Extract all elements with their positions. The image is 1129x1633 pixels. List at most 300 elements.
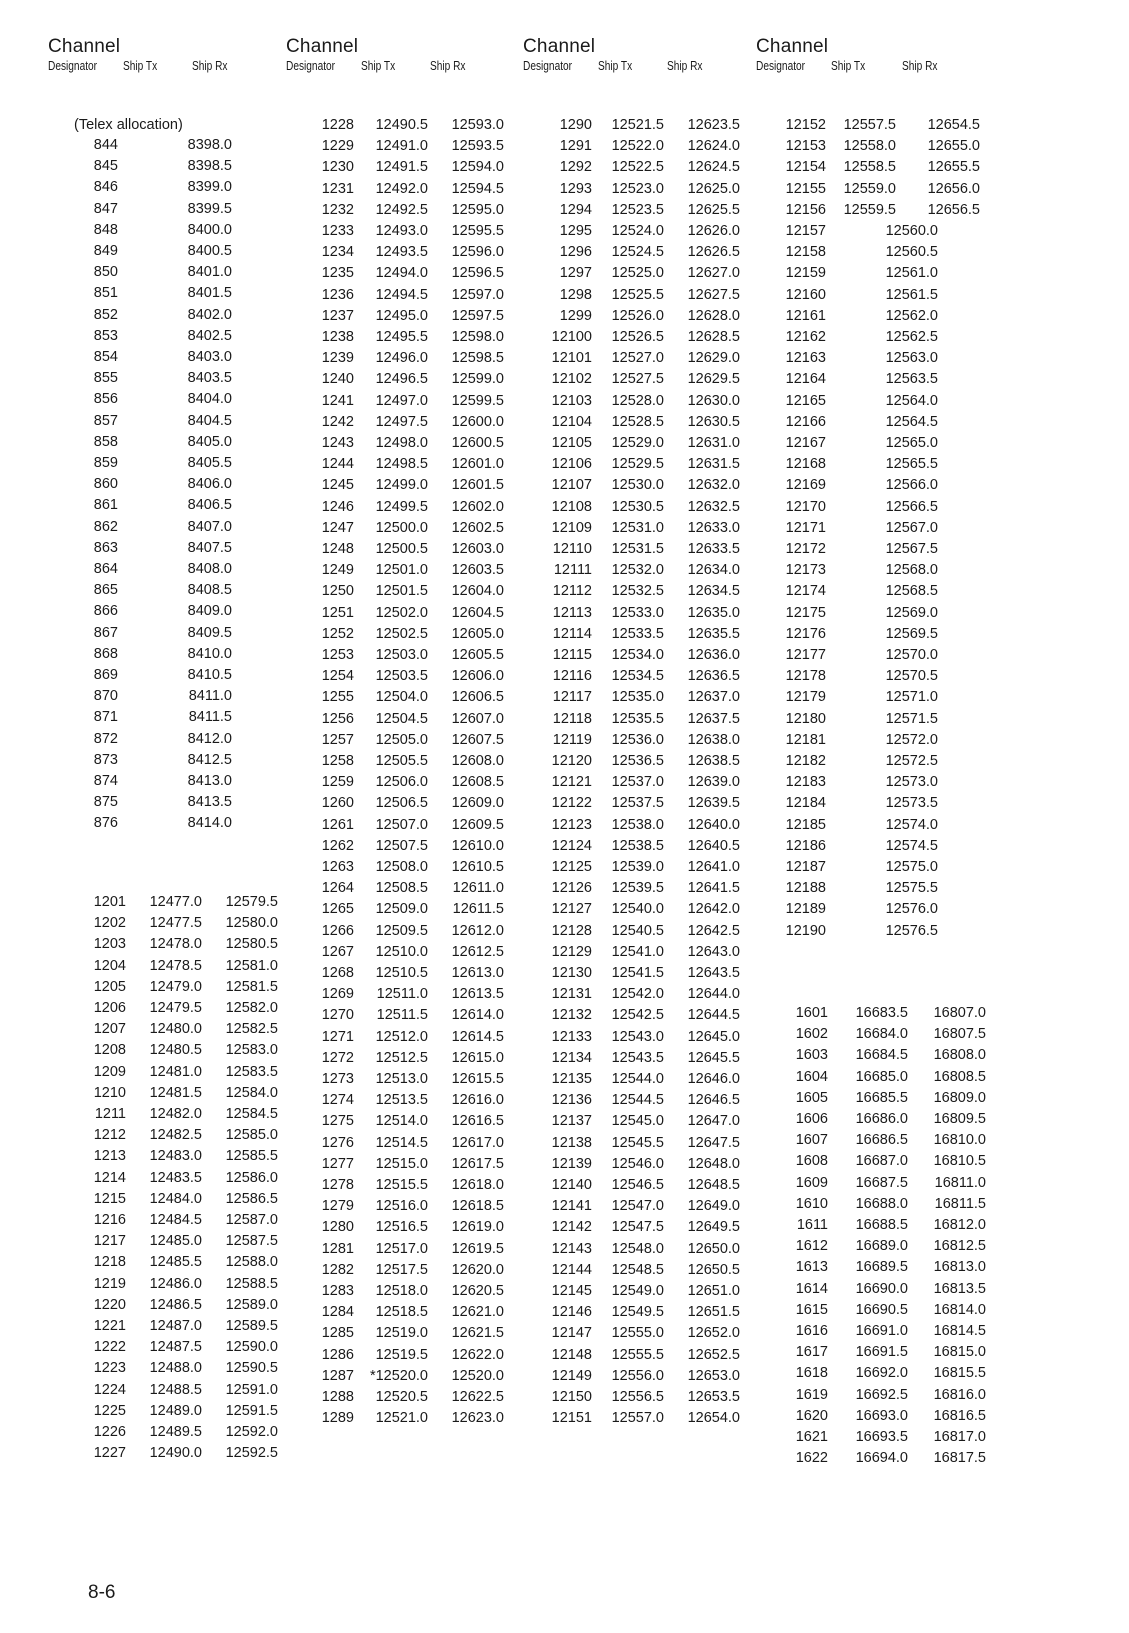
frequency: 12576.0 xyxy=(885,901,938,918)
frequency: 12570.0 xyxy=(885,647,938,663)
ship-tx-frequency: 12486.0 xyxy=(149,1275,202,1292)
channel-designator: 1250 xyxy=(321,583,354,600)
ship-tx-frequency: 12532.5 xyxy=(611,583,664,600)
ship-rx-frequency: 12643.5 xyxy=(687,965,740,981)
ship-rx-frequency: 12604.5 xyxy=(451,604,504,621)
ship-rx-frequency: 16811.0 xyxy=(934,1174,986,1191)
channel-designator: 12143 xyxy=(551,1240,592,1257)
ship-tx-frequency: 12541.5 xyxy=(611,965,664,981)
channel-designator: 12129 xyxy=(551,943,592,960)
ship-tx-label: Ship Tx xyxy=(123,58,158,73)
channel-designator: 1236 xyxy=(321,286,354,303)
frequency: 8411.5 xyxy=(188,709,232,726)
ship-tx-frequency: 12507.5 xyxy=(375,837,428,854)
ship-rx-frequency: 12582.5 xyxy=(225,1021,278,1038)
ship-tx-frequency: 12479.0 xyxy=(149,978,202,995)
channel-designator: 12172 xyxy=(785,541,826,557)
channel-designator: 1605 xyxy=(795,1089,828,1106)
channel-designator: 1239 xyxy=(321,350,354,367)
channel-designator: 12134 xyxy=(551,1049,592,1066)
ship-rx-frequency: 12637.0 xyxy=(687,689,740,706)
ship-tx-frequency: 12509.5 xyxy=(375,922,428,939)
ship-rx-frequency: 12615.0 xyxy=(451,1049,504,1066)
ship-rx-frequency: 12593.5 xyxy=(451,138,504,155)
ship-rx-frequency: 12646.0 xyxy=(687,1071,740,1087)
channel-designator: 1210 xyxy=(93,1084,126,1101)
ship-rx-frequency: 16812.5 xyxy=(933,1238,986,1255)
channel-designator: 1298 xyxy=(559,286,592,303)
channel-designator: 12112 xyxy=(552,583,592,600)
ship-rx-frequency: 12647.5 xyxy=(687,1134,740,1151)
channel-designator: 1255 xyxy=(321,689,354,706)
channel-designator: 12177 xyxy=(785,647,826,663)
channel-designator: 1286 xyxy=(321,1346,354,1363)
channel-designator: 1290 xyxy=(559,117,592,133)
frequency: 8402.0 xyxy=(187,306,232,323)
designator-label: Designator xyxy=(756,58,806,73)
channel-designator: 12165 xyxy=(785,392,826,409)
channel-designator: 870 xyxy=(93,688,118,705)
channel-designator: 855 xyxy=(93,370,118,387)
frequency: 8405.0 xyxy=(187,433,232,450)
channel-designator: 1245 xyxy=(321,477,354,494)
ship-rx-frequency: 16815.0 xyxy=(933,1344,986,1361)
channel-designator: 12183 xyxy=(785,774,826,791)
channel-designator: 12174 xyxy=(785,583,826,600)
ship-tx-frequency: 12480.5 xyxy=(149,1042,202,1059)
ship-tx-frequency: 12535.5 xyxy=(611,710,664,727)
ship-tx-frequency: 12494.5 xyxy=(375,286,428,303)
channel-designator: 1202 xyxy=(93,915,126,932)
frequency: 12569.5 xyxy=(885,625,938,642)
ship-tx-frequency: 12488.0 xyxy=(149,1360,202,1377)
channel-designator: 1618 xyxy=(795,1365,828,1382)
ship-tx-frequency: 12498.5 xyxy=(375,456,428,473)
ship-rx-frequency: 16810.5 xyxy=(933,1153,986,1170)
ship-tx-frequency: 12497.5 xyxy=(375,413,428,430)
channel-designator: 12108 xyxy=(551,498,592,515)
ship-tx-frequency: 12514.5 xyxy=(375,1134,428,1151)
channel-designator: 1229 xyxy=(321,138,354,155)
ship-tx-frequency: 16686.5 xyxy=(855,1132,908,1149)
ship-tx-frequency: 12496.0 xyxy=(375,350,428,367)
frequency: 8398.0 xyxy=(187,137,232,153)
ship-rx-frequency: 12639.0 xyxy=(687,774,740,791)
ship-tx-frequency: 12525.5 xyxy=(611,286,664,303)
ship-rx-frequency: 12609.5 xyxy=(451,816,504,833)
channel-designator: 12167 xyxy=(785,435,826,451)
channel-designator: 1252 xyxy=(321,625,354,642)
frequency: 8412.5 xyxy=(187,751,232,768)
ship-rx-frequency: 12600.5 xyxy=(451,435,504,451)
ship-tx-frequency: 12525.0 xyxy=(611,265,664,282)
channel-designator: 1246 xyxy=(321,498,354,515)
ship-rx-frequency: 12612.0 xyxy=(451,922,504,939)
channel-designator: 1261 xyxy=(321,816,354,833)
channel-designator: 1233 xyxy=(321,223,354,239)
ship-rx-frequency: 12633.5 xyxy=(687,541,740,557)
ship-rx-frequency: 12585.0 xyxy=(225,1127,278,1144)
ship-tx-frequency: 12506.5 xyxy=(375,795,428,812)
ship-tx-frequency: 12540.5 xyxy=(611,922,664,939)
channel-designator: 12132 xyxy=(551,1007,592,1024)
ship-tx-frequency: 16689.0 xyxy=(855,1238,908,1255)
channel-designator: 12115 xyxy=(552,647,592,663)
channel-designator: 12158 xyxy=(785,244,826,261)
ship-tx-frequency: 12493.5 xyxy=(375,244,428,261)
channel-designator: 861 xyxy=(93,497,118,514)
ship-rx-frequency: 12653.0 xyxy=(687,1367,740,1384)
frequency: 8411.0 xyxy=(188,688,232,705)
channel-designator: 12145 xyxy=(551,1283,592,1299)
ship-tx-frequency: 12514.0 xyxy=(375,1113,428,1130)
channel-designator: 1280 xyxy=(321,1219,354,1236)
ship-tx-frequency: 16689.5 xyxy=(855,1259,908,1276)
channel-designator: 12125 xyxy=(551,859,592,875)
channel-designator: 1219 xyxy=(93,1275,126,1292)
channel-designator: 1230 xyxy=(321,159,354,176)
channel-designator: 1257 xyxy=(321,731,354,748)
channel-designator: 12144 xyxy=(551,1261,592,1278)
channel-designator: 1228 xyxy=(321,117,354,133)
channel-designator: 12169 xyxy=(785,477,826,494)
frequency: 12568.0 xyxy=(885,562,938,579)
channel-designator: 12119 xyxy=(552,731,592,748)
channel-designator: 1223 xyxy=(93,1360,126,1377)
designator-label: Designator xyxy=(286,58,336,73)
channel-designator: 12136 xyxy=(551,1092,592,1109)
ship-rx-frequency: 12627.0 xyxy=(687,265,740,282)
channel-designator: 1603 xyxy=(795,1047,828,1064)
ship-tx-frequency: 12529.5 xyxy=(611,456,664,473)
channel-designator: 12120 xyxy=(551,753,592,769)
ship-rx-label: Ship Rx xyxy=(430,58,466,73)
channel-designator: 12141 xyxy=(551,1198,592,1215)
ship-rx-frequency: 12644.0 xyxy=(687,986,740,1003)
ship-tx-frequency: 12508.0 xyxy=(375,859,428,875)
designator-label: Designator xyxy=(48,58,98,73)
channel-designator: 1276 xyxy=(321,1134,354,1151)
channel-designator: 1268 xyxy=(321,965,354,981)
frequency: 12572.0 xyxy=(885,731,938,748)
ship-rx-frequency: 12647.0 xyxy=(687,1113,740,1130)
channel-designator: 12130 xyxy=(551,965,592,981)
frequency: 12576.5 xyxy=(885,922,938,939)
ship-rx-frequency: 16813.0 xyxy=(933,1259,986,1276)
ship-tx-frequency: 12556.5 xyxy=(611,1389,664,1405)
frequency: 12570.5 xyxy=(885,668,938,685)
ship-rx-frequency: 12584.0 xyxy=(225,1084,278,1101)
ship-rx-frequency: 12620.0 xyxy=(451,1261,504,1278)
channel-designator: 854 xyxy=(93,349,118,365)
ship-tx-frequency: 12531.0 xyxy=(611,519,664,536)
channel-designator: 1608 xyxy=(795,1153,828,1170)
ship-rx-frequency: 12599.0 xyxy=(451,371,504,388)
ship-tx-frequency: 12479.5 xyxy=(149,1000,202,1016)
ship-tx-label: Ship Tx xyxy=(831,58,866,73)
channel-designator: 862 xyxy=(93,518,118,535)
frequency: 8406.5 xyxy=(187,497,232,514)
channel-designator: 1616 xyxy=(795,1323,828,1339)
channel-designator: 1264 xyxy=(321,880,354,897)
ship-tx-frequency: 12547.5 xyxy=(611,1219,664,1236)
channel-designator: 12186 xyxy=(785,837,826,854)
ship-tx-frequency: 12494.0 xyxy=(375,265,428,282)
ship-tx-frequency: 12482.0 xyxy=(149,1106,202,1122)
channel-designator: 1287 xyxy=(321,1367,354,1384)
ship-tx-frequency: 12499.0 xyxy=(375,477,428,494)
ship-rx-frequency: 12616.5 xyxy=(451,1113,504,1130)
ship-rx-label: Ship Rx xyxy=(192,58,228,73)
channel-designator: 856 xyxy=(93,391,118,408)
ship-rx-frequency: 16814.5 xyxy=(933,1323,986,1339)
channel-designator: 1610 xyxy=(795,1195,828,1212)
channel-designator: 1297 xyxy=(559,265,592,282)
channel-designator: 1247 xyxy=(321,519,354,536)
channel-designator: 12190 xyxy=(785,922,826,939)
channel-designator: 1248 xyxy=(321,541,354,557)
ship-rx-frequency: 12651.0 xyxy=(687,1283,740,1299)
ship-tx-frequency: 12495.5 xyxy=(375,329,428,345)
channel-designator: 12137 xyxy=(551,1113,592,1130)
ship-rx-frequency: 12594.5 xyxy=(451,180,504,197)
channel-designator: 1235 xyxy=(321,265,354,282)
ship-rx-frequency: 12623.5 xyxy=(687,117,740,133)
ship-rx-frequency: 12621.5 xyxy=(451,1325,504,1342)
ship-rx-frequency: 12608.0 xyxy=(451,753,504,769)
ship-tx-frequency: 12524.5 xyxy=(611,244,664,261)
ship-tx-frequency: 12510.5 xyxy=(375,965,428,981)
channel-designator: 871 xyxy=(93,709,118,726)
channel-designator: 1234 xyxy=(321,244,354,261)
ship-tx-frequency: 12508.5 xyxy=(375,880,428,897)
frequency: 8403.5 xyxy=(187,370,232,387)
ship-tx-frequency: 12515.5 xyxy=(375,1177,428,1193)
ship-tx-frequency: 12478.5 xyxy=(149,957,202,974)
ship-tx-frequency: 12531.5 xyxy=(611,541,664,557)
ship-rx-frequency: 12645.5 xyxy=(687,1049,740,1066)
channel-designator: 12178 xyxy=(785,668,826,685)
ship-rx-frequency: 12642.0 xyxy=(687,901,740,918)
ship-tx-frequency: 12510.0 xyxy=(375,943,428,960)
ship-tx-frequency: 12542.5 xyxy=(611,1007,664,1024)
frequency: 12568.5 xyxy=(885,583,938,600)
channel-designator: 12126 xyxy=(551,880,592,897)
ship-rx-frequency: 12634.5 xyxy=(687,583,740,600)
ship-rx-frequency: 16808.5 xyxy=(933,1068,986,1085)
ship-rx-frequency: 12646.5 xyxy=(687,1092,740,1109)
channel-designator: 1288 xyxy=(321,1389,354,1405)
ship-tx-frequency: 12481.0 xyxy=(149,1063,202,1080)
channel-designator: 12117 xyxy=(552,689,592,706)
channel-heading: Channel xyxy=(756,36,829,57)
frequency: 12562.5 xyxy=(885,329,938,345)
ship-tx-frequency: 16690.5 xyxy=(855,1301,908,1318)
ship-rx-frequency: 12621.0 xyxy=(451,1304,504,1321)
ship-rx-frequency: 12651.5 xyxy=(687,1304,740,1321)
channel-designator: 1240 xyxy=(321,371,354,388)
channel-designator: 1611 xyxy=(796,1217,828,1233)
channel-designator: 1249 xyxy=(321,562,354,579)
frequency: 12560.5 xyxy=(885,244,938,261)
channel-designator: 1253 xyxy=(321,647,354,663)
ship-rx-frequency: 12652.0 xyxy=(687,1325,740,1342)
ship-tx-frequency: 12485.5 xyxy=(149,1254,202,1271)
ship-rx-frequency: 16807.0 xyxy=(933,1005,986,1021)
channel-designator: 1295 xyxy=(559,223,592,239)
ship-tx-frequency: 12501.0 xyxy=(375,562,428,579)
frequency: 12566.0 xyxy=(885,477,938,494)
channel-designator: 1232 xyxy=(321,201,354,218)
channel-designator: 12163 xyxy=(785,350,826,367)
ship-tx-frequency: 12555.0 xyxy=(611,1325,664,1342)
channel-designator: 1601 xyxy=(795,1005,828,1021)
ship-tx-frequency: 12546.0 xyxy=(611,1155,664,1172)
ship-rx-frequency: 12654.0 xyxy=(687,1410,740,1427)
ship-rx-frequency: 12616.0 xyxy=(451,1092,504,1109)
ship-rx-frequency: 12604.0 xyxy=(451,583,504,600)
ship-tx-frequency: 12534.5 xyxy=(611,668,664,685)
channel-designator: 12105 xyxy=(551,435,592,451)
ship-rx-frequency: 12653.5 xyxy=(687,1389,740,1405)
channel-heading: Channel xyxy=(286,36,359,57)
ship-rx-frequency: 12594.0 xyxy=(451,159,504,176)
channel-designator: 1213 xyxy=(93,1148,126,1165)
channel-designator: 1612 xyxy=(795,1238,828,1255)
frequency: 12560.0 xyxy=(885,223,938,239)
ship-tx-frequency: 12544.0 xyxy=(611,1071,664,1087)
ship-rx-frequency: 12626.5 xyxy=(687,244,740,261)
channel-designator: 12106 xyxy=(551,456,592,473)
ship-rx-frequency: 16807.5 xyxy=(933,1026,986,1043)
channel-designator: 1277 xyxy=(321,1155,354,1172)
channel-designator: 12110 xyxy=(552,541,592,557)
channel-designator: 1292 xyxy=(559,159,592,176)
ship-rx-frequency: 12643.0 xyxy=(687,943,740,960)
ship-tx-frequency: 12489.0 xyxy=(149,1402,202,1419)
ship-tx-frequency: 12502.5 xyxy=(375,625,428,642)
ship-rx-frequency: 12590.5 xyxy=(225,1360,278,1377)
frequency: 12567.0 xyxy=(885,519,938,536)
frequency: 8410.0 xyxy=(187,645,232,662)
channel-designator: 1254 xyxy=(321,668,354,685)
ship-rx-frequency: 12583.0 xyxy=(225,1042,278,1059)
ship-tx-frequency: 12558.0 xyxy=(843,138,896,155)
ship-rx-frequency: 16815.5 xyxy=(933,1365,986,1382)
frequency: 8413.5 xyxy=(187,794,232,811)
channel-designator: 846 xyxy=(93,179,118,196)
channel-designator: 12185 xyxy=(785,816,826,833)
channel-designator: 1216 xyxy=(93,1212,126,1228)
ship-tx-frequency: 12495.0 xyxy=(375,307,428,324)
channel-designator: 12166 xyxy=(785,413,826,430)
ship-tx-frequency: 12483.5 xyxy=(149,1169,202,1186)
ship-rx-frequency: 12617.5 xyxy=(451,1155,504,1172)
ship-tx-frequency: 16688.0 xyxy=(855,1195,908,1212)
ship-rx-frequency: 12603.0 xyxy=(451,541,504,557)
ship-rx-frequency: 16810.0 xyxy=(933,1132,986,1149)
ship-tx-frequency: 12512.0 xyxy=(375,1028,428,1045)
ship-rx-frequency: 12641.5 xyxy=(687,880,740,897)
channel-designator: 12123 xyxy=(551,816,592,833)
ship-tx-frequency: 12511.0 xyxy=(376,986,428,1003)
channel-designator: 860 xyxy=(93,476,118,493)
ship-rx-frequency: 12624.0 xyxy=(687,138,740,155)
ship-rx-frequency: 12637.5 xyxy=(687,710,740,727)
ship-rx-frequency: 12613.5 xyxy=(451,986,504,1003)
frequency: 8412.0 xyxy=(187,730,232,747)
channel-designator: 1267 xyxy=(321,943,354,960)
ship-tx-frequency: 12557.5 xyxy=(843,117,896,133)
channel-designator: 852 xyxy=(93,306,118,323)
ship-tx-frequency: 16684.5 xyxy=(855,1047,908,1064)
channel-designator: 845 xyxy=(93,158,118,175)
ship-tx-frequency: 12538.0 xyxy=(611,816,664,833)
ship-tx-frequency: 12515.0 xyxy=(375,1155,428,1172)
channel-designator: 1617 xyxy=(795,1344,828,1361)
ship-rx-frequency: 12615.5 xyxy=(451,1071,504,1087)
ship-rx-frequency: 12638.0 xyxy=(687,731,740,748)
channel-designator: 12160 xyxy=(785,286,826,303)
channel-designator: 12159 xyxy=(785,265,826,282)
ship-rx-label: Ship Rx xyxy=(667,58,703,73)
ship-tx-frequency: 12521.5 xyxy=(611,117,664,133)
ship-rx-frequency: 12620.5 xyxy=(451,1283,504,1299)
channel-designator: 1285 xyxy=(321,1325,354,1342)
channel-designator: 867 xyxy=(93,624,118,641)
channel-designator: 1606 xyxy=(795,1111,828,1127)
ship-tx-frequency: 16684.0 xyxy=(855,1026,908,1043)
channel-designator: 873 xyxy=(93,751,118,768)
ship-rx-frequency: 12579.5 xyxy=(225,894,278,910)
ship-rx-frequency: 12598.0 xyxy=(451,329,504,345)
ship-rx-frequency: 12628.5 xyxy=(687,329,740,345)
ship-tx-frequency: 12540.0 xyxy=(611,901,664,918)
channel-designator: 1279 xyxy=(321,1198,354,1215)
channel-designator: 12187 xyxy=(785,859,826,875)
ship-tx-frequency: 12537.5 xyxy=(611,795,664,812)
ship-tx-frequency: 12493.0 xyxy=(375,223,428,239)
ship-rx-frequency: 12589.5 xyxy=(225,1318,278,1334)
ship-rx-frequency: 12593.0 xyxy=(451,117,504,133)
ship-tx-frequency: *12520.0 xyxy=(369,1367,428,1384)
frequency: 12561.5 xyxy=(885,286,938,303)
ship-tx-frequency: 12504.5 xyxy=(375,710,428,727)
ship-tx-frequency: 16693.5 xyxy=(855,1429,908,1445)
channel-designator: 12153 xyxy=(785,138,826,155)
ship-tx-frequency: 12499.5 xyxy=(375,498,428,515)
ship-tx-frequency: 12529.0 xyxy=(611,435,664,451)
ship-tx-frequency: 16691.5 xyxy=(855,1344,908,1361)
ship-tx-frequency: 12477.5 xyxy=(149,915,202,932)
channel-designator: 1242 xyxy=(321,413,354,430)
ship-rx-frequency: 12640.5 xyxy=(687,837,740,854)
channel-designator: 1266 xyxy=(321,922,354,939)
channel-designator: 12161 xyxy=(785,307,826,324)
ship-rx-frequency: 12639.5 xyxy=(687,795,740,812)
ship-tx-frequency: 12533.5 xyxy=(611,625,664,642)
frequency: 8398.5 xyxy=(187,158,232,175)
ship-rx-frequency: 12580.5 xyxy=(225,936,278,953)
channel-designator: 12127 xyxy=(551,901,592,918)
frequency: 12564.0 xyxy=(885,392,938,409)
ship-tx-frequency: 12504.0 xyxy=(375,689,428,706)
channel-designator: 1211 xyxy=(94,1106,126,1122)
ship-rx-frequency: 12622.0 xyxy=(451,1346,504,1363)
ship-tx-frequency: 12484.0 xyxy=(149,1190,202,1207)
channel-designator: 858 xyxy=(93,433,118,450)
channel-designator: 1275 xyxy=(321,1113,354,1130)
